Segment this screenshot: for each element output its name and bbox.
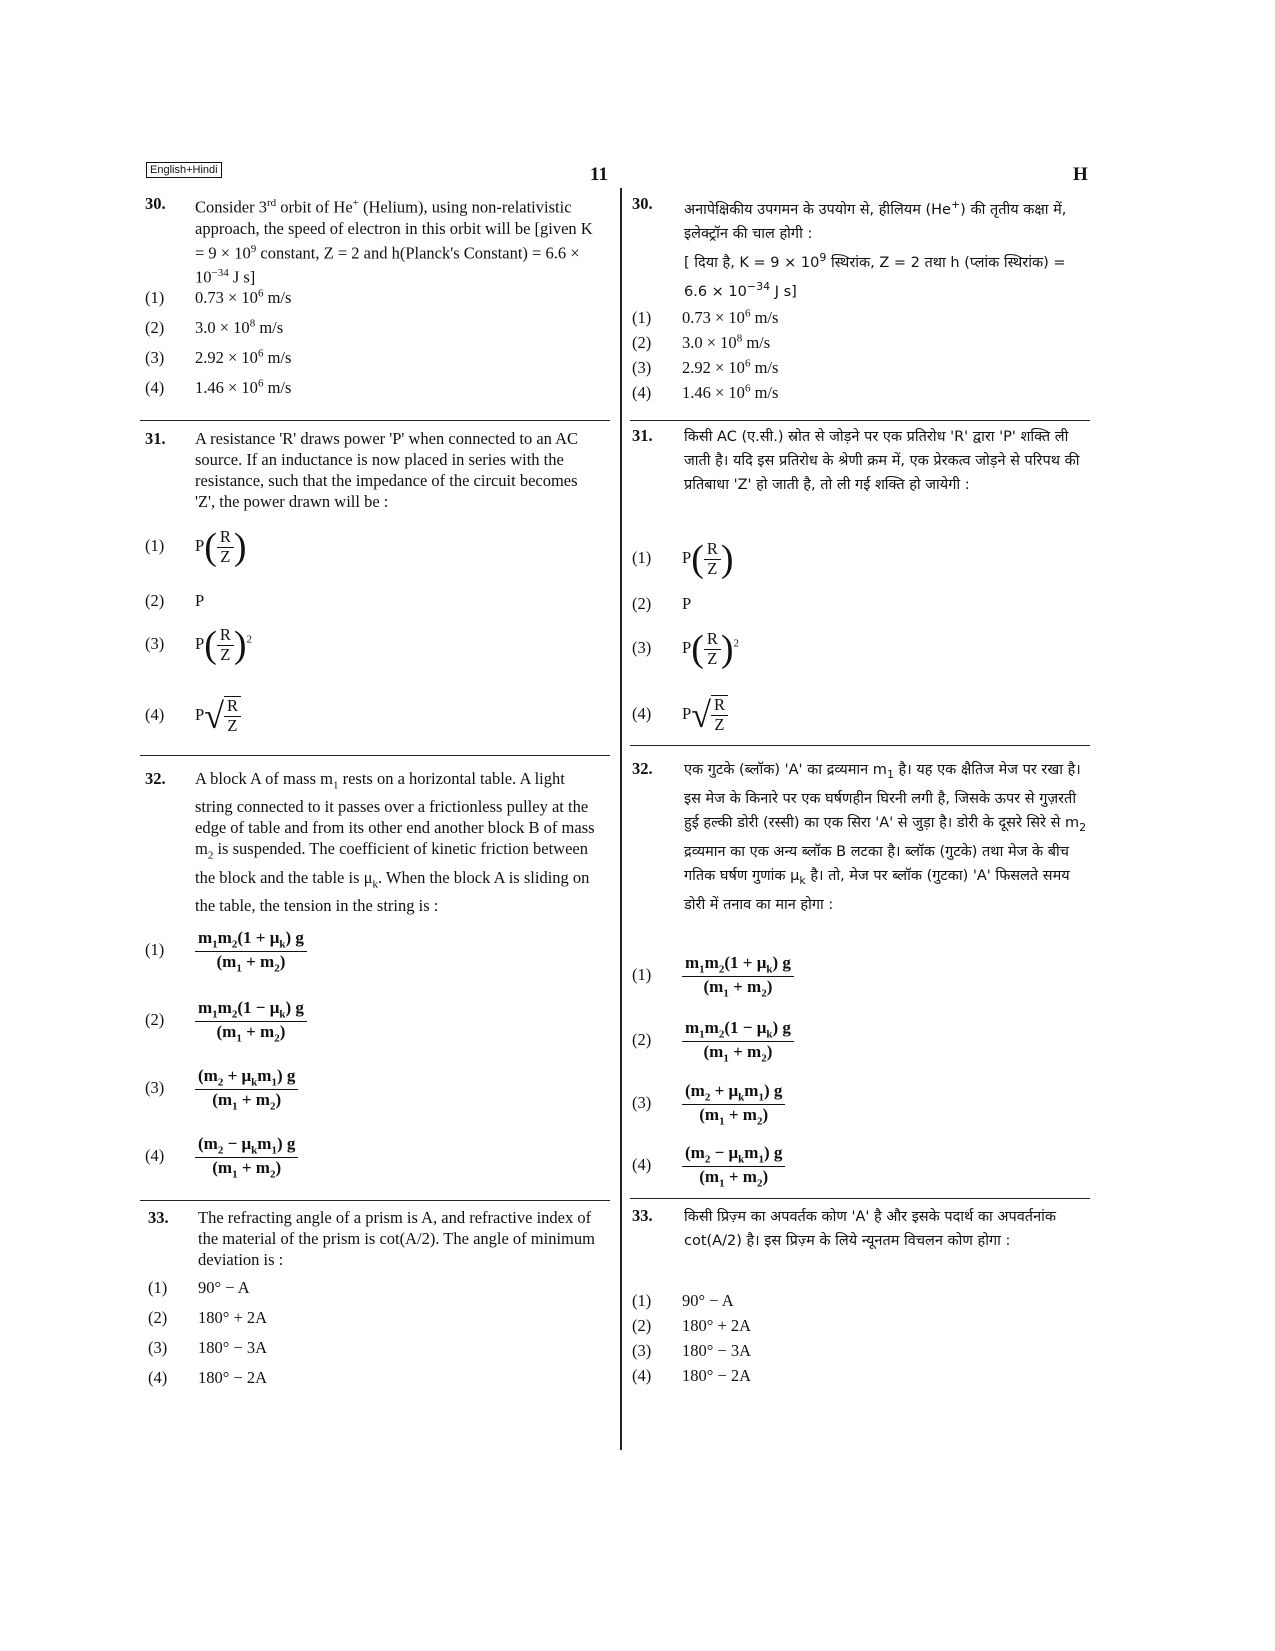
option-4[interactable]: (4) P √ $\frac{R}{Z}$: [632, 695, 728, 735]
option-2[interactable]: (2) P: [632, 594, 692, 613]
option-4[interactable]: (4) $\frac{(m_2 - \mu_km_1) g}{(m_1 + m_2)}$: [145, 1134, 298, 1181]
option-4[interactable]: (4) 180° − 2A: [632, 1366, 752, 1385]
option-3[interactable]: (3) 180° − 3A: [148, 1338, 268, 1357]
question-divider: [140, 1200, 610, 1201]
option-4[interactable]: (4) $1.46 \times 10^6$ m/s: [145, 377, 292, 397]
question-text: एक गुटके (ब्लॉक) 'A' का द्रव्यमान $m_1$ है। यह एक क्षैतिज मेज पर रखा है। इस मेज के किनारे पर एक घर्षणहीन घिरनी लगी है, जिसके ऊपर से गुज़रती हुई हल्की डोरी (रस्सी) का एक सिरा 'A' से जुड़ा है। डोरी के दूसरे सिरे से $m_2$ द्रव्यमान का एक अन्य ब्लॉक B लटका है। ब्लॉक (गुटके) तथा मेज के बीच गतिक घर्षण गुणांक $\mu_k$ है। तो, मेज पर ब्लॉक (गुटका) 'A' फिसलते समय डोरी में तनाव का मान होगा :: [684, 762, 1087, 913]
option-1[interactable]: (1) 90° − A: [148, 1278, 250, 1297]
option-1[interactable]: (1) $\frac{m_1m_2(1 + \mu_k) g}{(m_1 + m_2)}$: [145, 928, 307, 975]
option-2[interactable]: (2) P: [145, 591, 205, 610]
set-code: H: [1073, 164, 1088, 185]
question-divider: [140, 420, 610, 421]
option-1[interactable]: (1) P( $\frac{R}{Z}$ ): [632, 538, 734, 581]
option-3[interactable]: (3) $\frac{(m_2 + \mu_km_1) g}{(m_1 + m_2)}$: [632, 1081, 785, 1128]
question-text: Consider 3rd orbit of He+ (Helium), using non-relativistic approach, the speed of electron in this orbit will be [given $K = 9 \times 10^9$ constant, Z = 2 and h(Planck's Constant) = $6.6 \times 10^{-34}$ J s]: [195, 197, 593, 287]
option-3[interactable]: (3) $2.92 \times 10^6$ m/s: [632, 357, 779, 377]
question-number: 30.: [632, 194, 653, 213]
page-number: 11: [590, 164, 608, 185]
column-divider: [620, 188, 622, 1450]
option-4[interactable]: (4) P √ $\frac{R}{Z}$: [145, 696, 241, 736]
question-number: 33.: [632, 1206, 653, 1225]
option-3[interactable]: (3) P( $\frac{R}{Z}$ )$^2$: [145, 624, 253, 667]
option-1[interactable]: (1) P( $\frac{R}{Z}$ ): [145, 526, 247, 569]
option-3[interactable]: (3) $2.92 \times 10^6$ m/s: [145, 347, 292, 367]
option-2[interactable]: (2) 180° + 2A: [632, 1316, 752, 1335]
question-number: 30.: [145, 194, 166, 213]
question-number: 33.: [148, 1208, 169, 1227]
option-1[interactable]: (1) 90° − A: [632, 1291, 734, 1310]
option-3[interactable]: (3) $\frac{(m_2 + \mu_km_1) g}{(m_1 + m_2)}$: [145, 1066, 298, 1113]
question-divider: [630, 1198, 1090, 1199]
option-1[interactable]: (1) $0.73 \times 10^6$ m/s: [145, 287, 292, 307]
question-text: A block A of mass $m_1$ rests on a horizontal table. A light string connected to it passes over a frictionless pulley at the edge of table and from its other end another block B of mass $m_2$ is suspended. The coefficient of kinetic friction between the block and the table is $\mu_k$. When the block A is sliding on the table, the tension in the string is :: [195, 769, 595, 915]
question-text: किसी प्रिज़्म का अपवर्तक कोण 'A' है और इसके पदार्थ का अपवर्तनांक cot(A/2) है। इस प्रिज़्म के लिये न्यूनतम विचलन कोण होगा :: [684, 1209, 1057, 1249]
question-divider: [140, 755, 610, 756]
question-divider: [630, 420, 1090, 421]
question-text: अनापेक्षिकीय उपगमन के उपयोग से, हीलियम (He+) की तृतीय कक्षा में, इलेक्ट्रॉन की चाल होगी : [ दिया है, $K = 9 \times 10^9$ स्थिरांक, Z = 2 तथा h (प्लांक स्थिरांक) = $6.6 \times 10^{-34}$ J s]: [684, 198, 1067, 300]
option-2[interactable]: (2) 180° + 2A: [148, 1308, 268, 1327]
question-text: किसी AC (ए.सी.) स्रोत से जोड़ने पर एक प्रतिरोध 'R' द्वारा 'P' शक्ति ली जाती है। यदि इस प्रतिरोध के श्रेणी क्रम में, एक प्रेरकत्व जोड़ने से परिपथ की प्रतिबाधा 'Z' हो जाती है, तो ली गई शक्ति हो जायेगी :: [684, 429, 1080, 493]
question-divider: [630, 745, 1090, 746]
question-number: 32.: [632, 759, 653, 778]
language-tag: English+Hindi: [146, 162, 222, 178]
question-text: A resistance 'R' draws power 'P' when connected to an AC source. If an inductance is now placed in series with the resistance, such that the impedance of the circuit becomes 'Z', the power drawn will be :: [195, 429, 579, 511]
option-2[interactable]: (2) $3.0 \times 10^8$ m/s: [632, 332, 771, 352]
option-2[interactable]: (2) $3.0 \times 10^8$ m/s: [145, 317, 284, 337]
question-text: The refracting angle of a prism is A, and refractive index of the material of the prism is cot(A/2). The angle of minimum deviation is :: [198, 1208, 595, 1269]
option-1[interactable]: (1) $\frac{m_1m_2(1 + \mu_k) g}{(m_1 + m_2)}$: [632, 953, 794, 1000]
option-2[interactable]: (2) $\frac{m_1m_2(1 - \mu_k) g}{(m_1 + m_2)}$: [632, 1018, 794, 1065]
option-4[interactable]: (4) $1.46 \times 10^6$ m/s: [632, 382, 779, 402]
question-number: 31.: [145, 429, 166, 448]
option-4[interactable]: (4) 180° − 2A: [148, 1368, 268, 1387]
option-4[interactable]: (4) $\frac{(m_2 - \mu_km_1) g}{(m_1 + m_2)}$: [632, 1143, 785, 1190]
option-1[interactable]: (1) $0.73 \times 10^6$ m/s: [632, 307, 779, 327]
option-2[interactable]: (2) $\frac{m_1m_2(1 - \mu_k) g}{(m_1 + m_2)}$: [145, 998, 307, 1045]
option-3[interactable]: (3) P( $\frac{R}{Z}$ )$^2$: [632, 628, 740, 671]
option-3[interactable]: (3) 180° − 3A: [632, 1341, 752, 1360]
question-number: 32.: [145, 769, 166, 788]
question-number: 31.: [632, 426, 653, 445]
